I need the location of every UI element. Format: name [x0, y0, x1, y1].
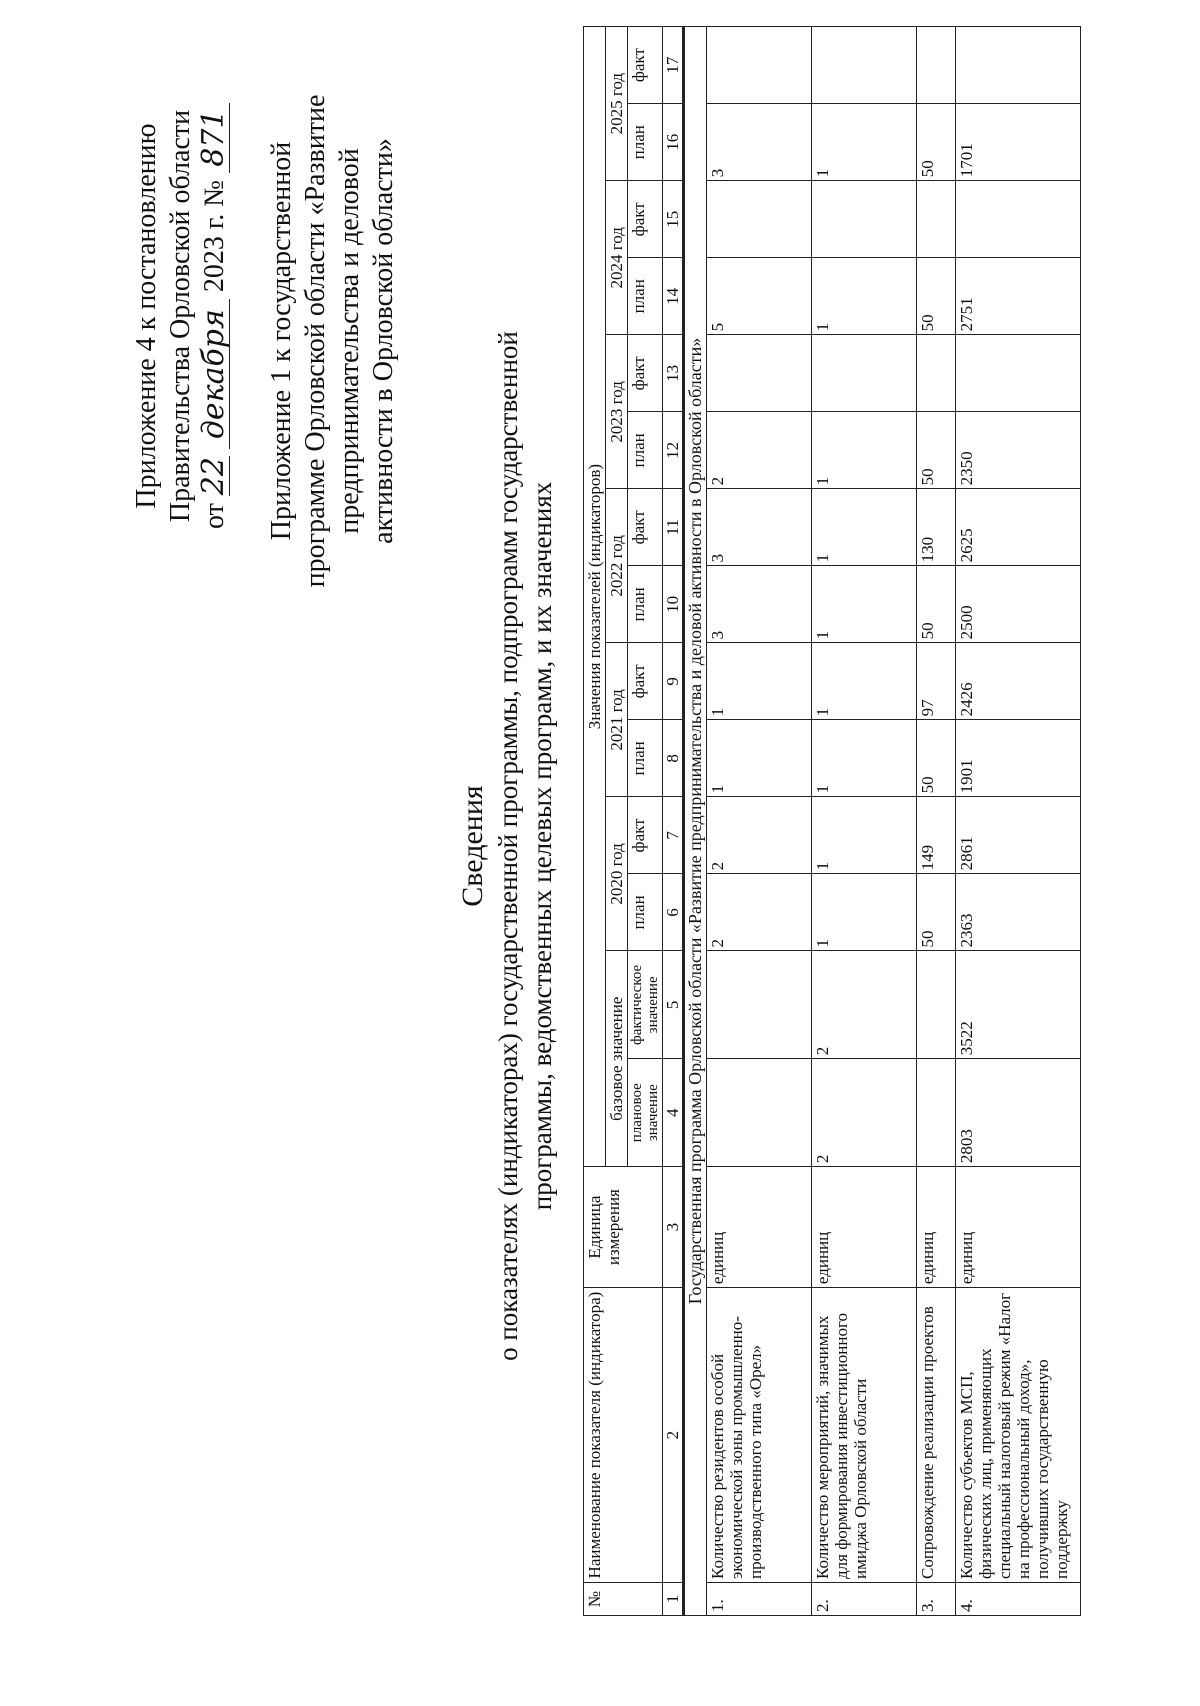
value-cell — [812, 181, 917, 258]
header-unit: Единица измерения — [584, 1167, 663, 1288]
header-plan: план — [628, 412, 663, 489]
header-plan: план — [628, 104, 663, 181]
row-number: 3. — [917, 1583, 956, 1616]
column-number: 1 — [663, 1583, 684, 1616]
column-number: 15 — [663, 181, 684, 258]
column-number: 5 — [663, 951, 684, 1059]
value-cell: 50 — [917, 874, 956, 951]
value-cell: 1 — [707, 643, 812, 720]
table-row — [956, 27, 1081, 1616]
column-number: 13 — [663, 335, 684, 412]
value-cell: 3 — [707, 566, 812, 643]
number-label: № — [199, 180, 230, 207]
appendix-1-line-3: предпринимательства и деловой — [334, 148, 365, 534]
table-row — [707, 27, 812, 1616]
value-cell: 1 — [812, 258, 917, 335]
value-cell: 1 — [812, 104, 917, 181]
indicator-name: Количество резидентов особой экономической зоны промышленно-производственного типа «Орел» — [707, 1288, 812, 1583]
value-cell: 1 — [812, 797, 917, 874]
header-year-2020: 2020 год — [606, 797, 628, 951]
value-cell — [707, 951, 812, 1059]
indicator-unit: единиц — [917, 1167, 956, 1288]
header-year-2023: 2023 год — [606, 335, 628, 489]
column-number: 7 — [663, 797, 684, 874]
date-month: декабря — [199, 299, 230, 449]
date-prefix: от — [199, 503, 230, 529]
value-cell: 2500 — [956, 566, 1081, 643]
value-cell: 2 — [812, 951, 917, 1059]
column-number: 10 — [663, 566, 684, 643]
header-plan: план — [628, 258, 663, 335]
value-cell: 1 — [812, 874, 917, 951]
indicator-name: Количество мероприятий, значимых для формирования инвестиционного имиджа Орловской области — [812, 1288, 917, 1583]
value-cell: 3 — [707, 104, 812, 181]
appendix-4-caption — [130, 0, 232, 636]
header-year-2025: 2025 год — [606, 27, 628, 181]
value-cell: 1701 — [956, 104, 1081, 181]
program-title: Государственная программа Орловской области «Развитие предпринимательства и деловой активности в Орловской области» — [684, 27, 707, 1616]
column-number: 16 — [663, 104, 684, 181]
value-cell — [917, 951, 956, 1059]
document-subtitle-line-2: программы, ведомственных целевых программ, и их значениях — [527, 481, 557, 1211]
column-number: 4 — [663, 1059, 684, 1167]
header-year-2022: 2022 год — [606, 489, 628, 643]
indicators-table-container — [583, 26, 1081, 1616]
value-cell: 97 — [917, 643, 956, 720]
column-number: 14 — [663, 258, 684, 335]
header-year-2024: 2024 год — [606, 181, 628, 335]
value-cell: 2625 — [956, 489, 1081, 566]
value-cell: 1 — [707, 720, 812, 797]
header-fact: факт — [628, 797, 663, 874]
value-cell: 2363 — [956, 874, 1081, 951]
indicators-table — [583, 26, 1081, 1616]
value-cell: 2861 — [956, 797, 1081, 874]
row-number: 2. — [812, 1583, 917, 1616]
value-cell — [917, 335, 956, 412]
value-cell: 5 — [707, 258, 812, 335]
value-cell — [812, 27, 917, 104]
value-cell: 2 — [812, 1059, 917, 1167]
value-cell: 130 — [917, 489, 956, 566]
value-cell: 2 — [707, 797, 812, 874]
appendix-4-line-2: Правительства Орловской области — [165, 109, 196, 523]
header-actual-value: фактическое значение — [628, 951, 663, 1059]
value-cell — [956, 27, 1081, 104]
header-plan: план — [628, 720, 663, 797]
value-cell — [707, 27, 812, 104]
appendix-4-line-1: Приложение 4 к постановлению — [131, 123, 162, 509]
decree-date-line — [198, 0, 232, 636]
column-number: 6 — [663, 874, 684, 951]
value-cell: 149 — [917, 797, 956, 874]
indicator-unit: единиц — [956, 1167, 1081, 1288]
column-number: 12 — [663, 412, 684, 489]
appendix-1-line-4: активности в Орловской области» — [368, 138, 399, 544]
table-row — [812, 27, 917, 1616]
value-cell: 2 — [707, 874, 812, 951]
header-year-2021: 2021 год — [606, 643, 628, 797]
table-row — [917, 27, 956, 1616]
document-title-block — [455, 246, 559, 1446]
appendix-1-line-1: Приложение 1 к государственной — [266, 141, 297, 541]
header-plan: план — [628, 874, 663, 951]
column-number: 2 — [663, 1288, 684, 1583]
value-cell: 1 — [812, 412, 917, 489]
document-subtitle-line-1: о показателях (индикаторах) государственной программы, подпрограмм государственной — [493, 331, 523, 1361]
value-cell: 50 — [917, 720, 956, 797]
document-title: Сведения — [456, 785, 489, 907]
value-cell: 2350 — [956, 412, 1081, 489]
value-cell: 1901 — [956, 720, 1081, 797]
column-number: 11 — [663, 489, 684, 566]
row-number: 1. — [707, 1583, 812, 1616]
value-cell — [956, 335, 1081, 412]
value-cell — [917, 27, 956, 104]
value-cell: 1 — [812, 566, 917, 643]
column-number: 9 — [663, 643, 684, 720]
value-cell — [812, 335, 917, 412]
value-cell: 1 — [812, 720, 917, 797]
value-cell: 50 — [917, 258, 956, 335]
value-cell — [707, 1059, 812, 1167]
value-cell: 2751 — [956, 258, 1081, 335]
program-title-row — [684, 27, 707, 1616]
indicator-name: Сопровождение реализации проектов — [917, 1288, 956, 1583]
row-number: 4. — [956, 1583, 1081, 1616]
header-fact: факт — [628, 335, 663, 412]
decree-number: 871 — [199, 103, 230, 173]
value-cell: 1 — [812, 643, 917, 720]
header-fact: факт — [628, 489, 663, 566]
value-cell: 1 — [812, 489, 917, 566]
value-cell: 3 — [707, 489, 812, 566]
header-base-value: базовое значение — [606, 951, 628, 1167]
value-cell — [707, 181, 812, 258]
value-cell: 2803 — [956, 1059, 1081, 1167]
value-cell — [917, 1059, 956, 1167]
date-year: 2023 г. — [199, 213, 230, 293]
value-cell: 2 — [707, 412, 812, 489]
column-numbers-row — [663, 27, 684, 1616]
value-cell: 50 — [917, 104, 956, 181]
header-fact: факт — [628, 27, 663, 104]
value-cell: 50 — [917, 412, 956, 489]
indicator-name: Количество субъектов МСП, физических лиц, применяющих специальный налоговый режим «Налог на профессиональный доход», получивших государственную поддержку — [956, 1288, 1081, 1583]
indicator-unit: единиц — [812, 1167, 917, 1288]
column-number: 17 — [663, 27, 684, 104]
value-cell: 2426 — [956, 643, 1081, 720]
column-number: 3 — [663, 1167, 684, 1288]
value-cell: 3522 — [956, 951, 1081, 1059]
value-cell — [917, 181, 956, 258]
value-cell — [956, 181, 1081, 258]
header-no: № — [584, 1583, 663, 1616]
header-fact: факт — [628, 181, 663, 258]
date-day: 22 — [196, 457, 231, 496]
header-fact: факт — [628, 643, 663, 720]
appendix-1-line-2: программе Орловской области «Развитие — [300, 94, 331, 588]
value-cell: 50 — [917, 566, 956, 643]
header-indicator-name: Наименование показателя (индикатора) — [584, 1288, 663, 1583]
header-plan: план — [628, 566, 663, 643]
appendix-1-caption — [265, 1, 401, 681]
indicator-unit: единиц — [707, 1167, 812, 1288]
header-planned-value: плановое значение — [628, 1059, 663, 1167]
column-number: 8 — [663, 720, 684, 797]
value-cell — [707, 335, 812, 412]
header-values-group: Значения показателей (индикаторов) — [584, 27, 606, 1167]
